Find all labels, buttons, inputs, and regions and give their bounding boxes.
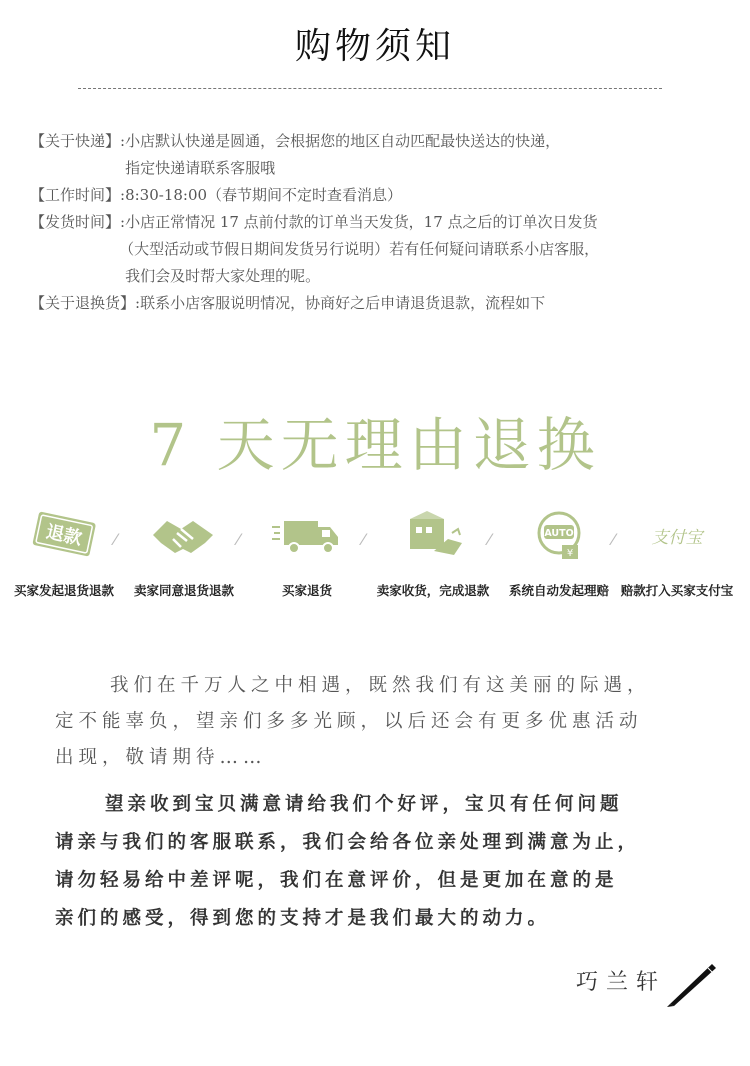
- store-signature: 巧兰轩: [576, 970, 667, 995]
- message-line: 请勿轻易给中差评呢，我们在意评价，但是更加在意的是: [55, 870, 618, 891]
- step-label: 买家发起退货退款: [13, 583, 114, 598]
- shopping-info-list: [30, 128, 730, 317]
- step-arrow-icon: ⁄: [114, 530, 117, 549]
- stamp-text: 退款: [44, 521, 84, 550]
- message-line: 请亲与我们的客服联系，我们会给各位亲处理到满意为止，: [55, 832, 641, 853]
- auto-refund-icon: [522, 505, 596, 569]
- svg-text:¥: ¥: [566, 548, 574, 559]
- page-title: 购物须知: [294, 26, 455, 67]
- step-buyer-request: [4, 505, 124, 615]
- info-line: 我们会及时帮大家处理的呢。: [125, 267, 321, 285]
- message-line: 定不能辜负，望亲们多多光顾，以后还会有更多优惠活动: [55, 711, 643, 732]
- step-label: 赔款打入买家支付宝: [620, 583, 734, 598]
- message-line: 望亲收到宝贝满意请给我们个好评，宝贝有任何问题: [105, 794, 623, 815]
- package-receive-icon: [396, 505, 470, 569]
- info-label: 【工作时间】:: [30, 186, 126, 204]
- message-line: 出现，敬请期待……: [55, 747, 267, 768]
- step-arrow-icon: ⁄: [612, 530, 615, 549]
- info-line: （大型活动或节假日期间发货另行说明）若有任何疑问请联系小店客服，: [119, 240, 600, 258]
- step-seller-receive: [373, 505, 493, 615]
- step-auto-claim: [499, 505, 619, 615]
- info-row-returns: [30, 290, 730, 317]
- info-line: 指定快递请联系客服哦: [125, 159, 276, 177]
- info-label: 【关于退换货】:: [30, 294, 141, 312]
- truck-icon: [270, 505, 344, 569]
- review-message: [55, 786, 705, 938]
- step-label: 买家退货: [281, 583, 332, 598]
- step-label: 卖家收货，完成退款: [376, 583, 490, 598]
- step-arrow-icon: ⁄: [237, 530, 240, 549]
- step-arrow-icon: ⁄: [488, 530, 491, 549]
- alipay-icon: [640, 505, 714, 569]
- return-policy-headline: 7 天无理由退换: [149, 411, 601, 479]
- dashed-divider: [78, 88, 662, 89]
- info-text: 联系小店客服说明情况，协商好之后申请退货退款，流程如下: [140, 294, 546, 312]
- step-label: 系统自动发起理赔: [508, 583, 609, 598]
- step-label: 卖家同意退货退款: [133, 583, 234, 598]
- info-line: 小店正常情况 17 点前付款的订单当天发货，17 点之后的订单次日发货: [125, 213, 598, 231]
- info-row-shipping: [30, 209, 730, 290]
- message-line: 亲们的感受，得到您的支持才是我们最大的动力。: [55, 908, 551, 929]
- auto-badge-text: AUTO: [544, 528, 574, 539]
- refund-stamp-icon: [27, 505, 101, 569]
- pen-icon: [664, 958, 720, 1008]
- step-alipay-payout: [617, 505, 737, 615]
- info-row-express: [30, 128, 730, 182]
- step-arrow-icon: ⁄: [362, 530, 365, 549]
- info-text: [119, 209, 730, 290]
- info-label: 【关于快递】:: [30, 132, 126, 150]
- step-buyer-return: [247, 505, 367, 615]
- step-seller-agree: [124, 505, 244, 615]
- info-text: [125, 128, 730, 182]
- info-text: 8:30-18:00（春节期间不定时查看消息）: [125, 186, 403, 204]
- info-line: 小店默认快递是圆通，会根据您的地区自动匹配最快送达的快递，: [125, 132, 561, 150]
- info-row-hours: [30, 182, 730, 209]
- return-process-steps: [0, 505, 750, 615]
- info-label: 【发货时间】:: [30, 213, 126, 231]
- welcome-message: [55, 668, 705, 776]
- handshake-icon: [147, 505, 221, 569]
- message-line: 我们在千万人之中相遇，既然我们有这美丽的际遇，: [110, 675, 651, 696]
- alipay-logo-text: 支付宝: [651, 528, 703, 548]
